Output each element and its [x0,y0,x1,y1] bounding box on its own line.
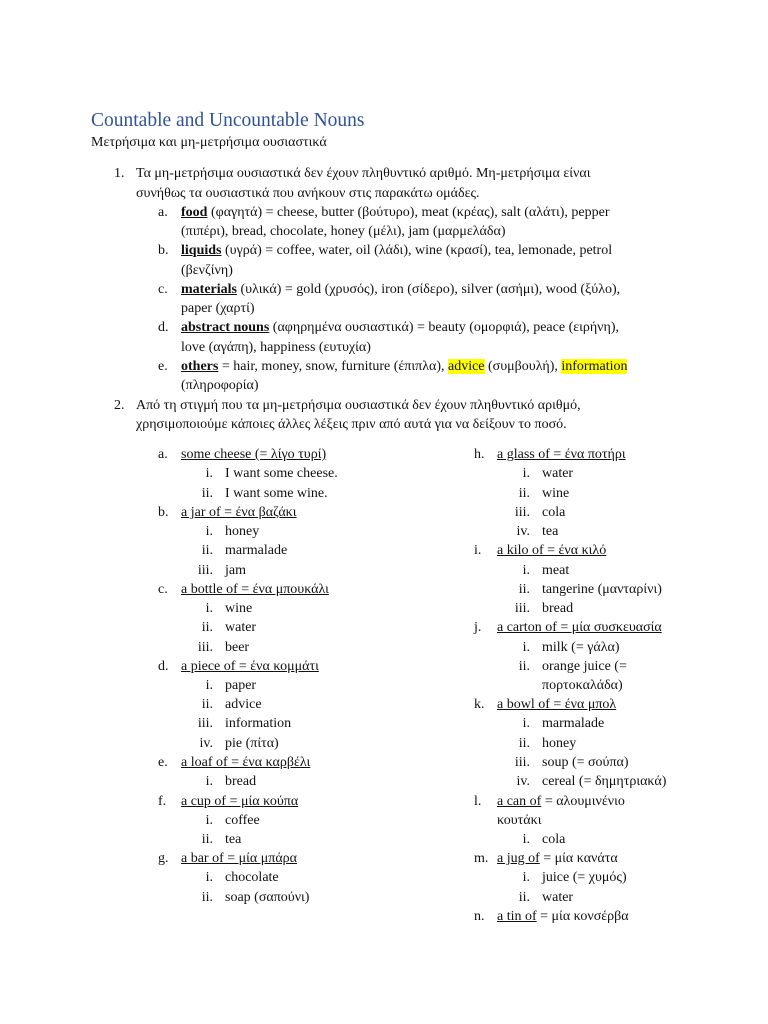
list-item: orange juice (= [542,659,627,674]
list-item: honey [225,524,260,539]
roman-marker: i. [522,870,530,885]
left-d-head: a piece of = ένα κομμάτι [181,659,319,674]
group-b-line1 [181,241,612,260]
group-a-rest: (φαγητά) = cheese, butter (βούτυρο), meat (κρέας), salt (αλάτι), pepper [207,205,610,220]
left-d-marker: d. [158,659,169,674]
right-l-head-line2: κουτάκι [497,813,542,828]
roman-marker: i. [205,466,213,481]
list-item: bread [542,601,574,616]
page-title: Countable and Uncountable Nouns [91,110,365,131]
roman-marker: ii. [518,736,530,751]
left-e-head: a loaf of = ένα καρβέλι [181,755,311,770]
right-h-head: a glass of = ένα ποτήρι [497,447,626,462]
left-b-marker: b. [158,505,169,520]
roman-marker: iii. [514,755,530,770]
roman-marker: ii. [201,832,213,847]
group-a-line2: (πιπέρι), bread, chocolate, honey (μέλι), jam (μαρμελάδα) [181,224,506,239]
group-e-marker: e. [158,359,168,374]
list-item: tea [225,832,242,847]
group-d-rest: (αφηρημένα ουσιαστικά) = beauty (ομορφιά), peace (ειρήνη), [269,320,619,335]
roman-marker: i. [205,678,213,693]
list-item: meat [542,563,570,578]
left-a-head: some cheese (= λίγο τυρί) [181,447,327,462]
roman-marker: iii. [197,640,213,655]
right-l-head-rest: = αλουμινένιο [541,794,625,809]
list-item: honey [542,736,577,751]
roman-marker: iv. [516,524,530,539]
right-i-head: a kilo of = ένα κιλό [497,543,607,558]
list-item: I want some wine. [225,486,328,501]
list-item: soup (= σούπα) [542,755,629,770]
roman-marker: iii. [514,505,530,520]
left-f-head: a cup of = μία κούπα [181,794,299,809]
roman-marker: i. [522,716,530,731]
point-2-marker: 2. [114,398,125,413]
left-g-head: a bar of = μία μπάρα [181,851,297,866]
group-a-keyword: food [181,205,208,220]
group-b-rest: (υγρά) = coffee, water, oil (λάδι), wine (κρασί), tea, lemonade, petrol [221,243,613,258]
roman-marker: iii. [514,601,530,616]
point-1-marker: 1. [114,166,125,181]
right-k-marker: k. [474,697,485,712]
point-2-text-line2: χρησιμοποιούμε κάποιες άλλες λέξεις πριν από αυτά για να δείξουν το ποσό. [136,417,567,432]
group-c-marker: c. [158,282,168,297]
left-c-head: a bottle of = ένα μπουκάλι [181,582,329,597]
roman-marker: ii. [518,486,530,501]
right-n-head-underlined: a tin of [497,909,537,924]
group-c-rest: (υλικά) = gold (χρυσός), iron (σίδερο), silver (ασήμι), wood (ξύλο), [236,282,621,297]
group-b-marker: b. [158,243,169,258]
list-item: water [225,620,257,635]
list-item: advice [225,697,262,712]
list-item: marmalade [542,716,605,731]
roman-marker: ii. [201,890,213,905]
roman-marker: iv. [516,774,530,789]
right-k-head: a bowl of = ένα μπολ [497,697,617,712]
left-a-marker: a. [158,447,168,462]
group-c-line2: paper (χαρτί) [181,301,255,316]
roman-marker: ii. [518,582,530,597]
group-e-keyword: others [181,359,219,374]
list-item: tangerine (μανταρίνι) [542,582,662,597]
group-e-line1 [181,357,627,376]
right-m-marker: m. [474,851,489,866]
list-item: soap (σαπούνι) [225,890,310,905]
roman-marker: i. [205,774,213,789]
roman-marker: iv. [199,736,213,751]
point-2-text-line1: Από τη στιγμή που τα μη-μετρήσιμα ουσιαστικά δεν έχουν πληθυντικό αριθμό, [136,398,581,413]
group-c-keyword: materials [181,282,237,297]
group-b-keyword: liquids [181,243,222,258]
list-item: milk (= γάλα) [542,640,620,655]
roman-marker: iii. [197,563,213,578]
roman-marker: ii. [201,543,213,558]
roman-marker: iii. [197,716,213,731]
group-c-line1 [181,280,620,299]
group-b-line2: (βενζίνη) [181,263,233,278]
right-m-head-underlined: a jug of [497,851,540,866]
list-item: bread [225,774,257,789]
roman-marker: ii. [201,697,213,712]
highlight-information: information [561,359,628,374]
roman-marker: ii. [518,659,530,674]
group-a-marker: a. [158,205,168,220]
roman-marker: i. [205,813,213,828]
right-l-head [497,792,625,811]
right-j-head: a carton of = μία συσκευασία [497,620,662,635]
list-item: cereal (= δημητριακά) [542,774,667,789]
left-b-head: a jar of = ένα βαζάκι [181,505,297,520]
roman-marker: i. [205,870,213,885]
roman-marker: i. [522,466,530,481]
right-l-marker: l. [474,794,482,809]
list-item: I want some cheese. [225,466,338,481]
right-m-head [497,849,618,868]
right-i-marker: i. [474,543,482,558]
list-item: information [225,716,292,731]
left-c-marker: c. [158,582,168,597]
roman-marker: i. [522,640,530,655]
group-e-mid: (συμβουλή), [484,359,562,374]
list-item: water [542,890,574,905]
list-item: chocolate [225,870,279,885]
highlight-advice: advice [447,359,485,374]
list-item: pie (πίτα) [225,736,279,751]
left-g-marker: g. [158,851,169,866]
list-item: paper [225,678,257,693]
roman-marker: ii. [201,486,213,501]
list-item: coffee [225,813,260,828]
right-m-head-rest: = μία κανάτα [539,851,618,866]
right-n-head-rest: = μία κονσέρβα [536,909,629,924]
left-e-marker: e. [158,755,168,770]
right-l-head-underlined: a can of [497,794,542,809]
group-e-line2: (πληροφορία) [181,378,259,393]
group-d-line1 [181,318,619,337]
right-n-marker: n. [474,909,485,924]
list-item: cola [542,505,566,520]
roman-marker: ii. [518,890,530,905]
roman-marker: ii. [201,620,213,635]
group-d-line2: love (αγάπη), happiness (ευτυχία) [181,340,371,355]
roman-marker: i. [205,524,213,539]
group-e-rest: = hair, money, snow, furniture (έπιπλα), [218,359,448,374]
list-item: tea [542,524,559,539]
roman-marker: i. [205,601,213,616]
point-1-text-line2: συνήθως τα ουσιαστικά που ανήκουν στις παρακάτω ομάδες. [136,186,480,201]
list-item: marmalade [225,543,288,558]
list-item: wine [225,601,253,616]
list-item: cola [542,832,566,847]
roman-marker: i. [522,563,530,578]
group-a-line1 [181,203,609,222]
list-item: wine [542,486,570,501]
list-item: water [542,466,574,481]
list-item-continuation: πορτοκαλάδα) [542,678,623,693]
page-subtitle: Μετρήσιμα και μη-μετρήσιμα ουσιαστικά [91,135,327,150]
right-n-head [497,907,629,926]
group-d-marker: d. [158,320,169,335]
group-d-keyword: abstract nouns [181,320,270,335]
left-f-marker: f. [158,794,167,809]
point-1-text-line1: Τα μη-μετρήσιμα ουσιαστικά δεν έχουν πληθυντικό αριθμό. Μη-μετρήσιμα είναι [136,166,591,181]
list-item: juice (= χυμός) [542,870,627,885]
list-item: beer [225,640,250,655]
right-j-marker: j. [474,620,482,635]
right-h-marker: h. [474,447,485,462]
roman-marker: i. [522,832,530,847]
list-item: jam [225,563,246,578]
